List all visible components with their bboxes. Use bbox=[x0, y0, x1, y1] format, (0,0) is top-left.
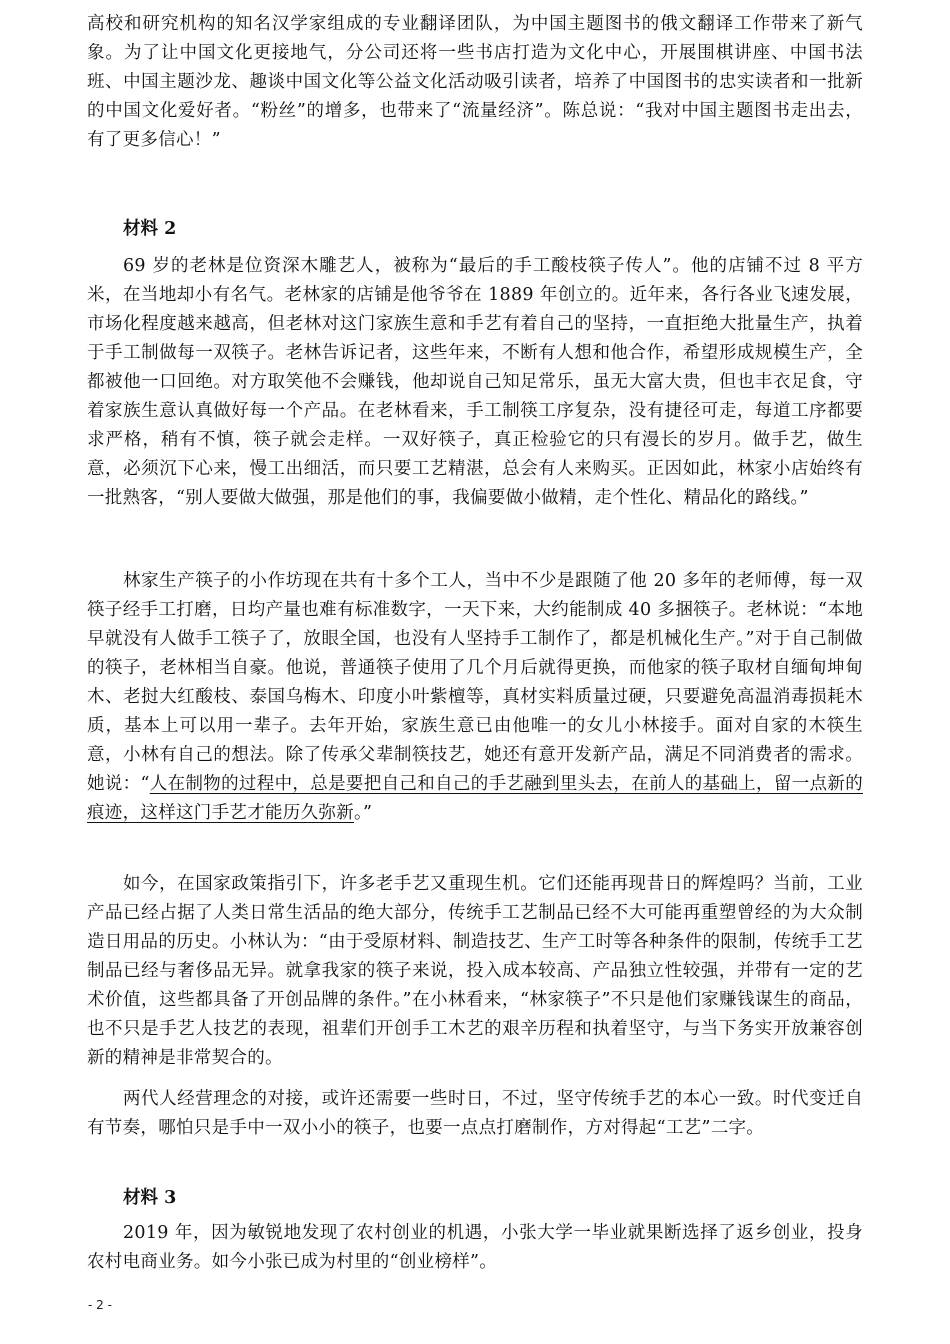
paragraph-material-1-end: 高校和研究机构的知名汉学家组成的专业翻译团队，为中国主题图书的俄文翻译工作带来了新气象。为了让中国文化更接地气，分公司还将一些书店打造为文化中心，开展围棋讲座、中国书法班、中国主题沙龙、趣谈中国文化等公益文化活动吸引读者，培养了中国图书的忠实读者和一批新的中国文化爱好者。“粉丝”的增多，也带来了“流量经济”。陈总说：“我对中国主题图书走出去，有了更多信心！” bbox=[87, 14, 863, 150]
paragraph-material-2-a: 69 岁的老林是位资深木雕艺人，被称为“最后的手工酸枝筷子传人”。他的店铺不过 8 平方米，在当地却小有名气。老林家的店铺是他爷爷在 1889 年创立的。近年来，各行各业飞速发展，市场化程度越来越高，但老林对这门家族生意和手艺有着自己的坚持，一直拒绝大批量生产，执着于手工制做每一双筷子。老林告诉记者，这些年来，不断有人想和他合作，希望形成规模生产，全都被他一口回绝。对方取笑他不会赚钱，他却说自己知足常乐，虽无大富大贵，但也丰衣足食，守着家族生意认真做好每一个产品。在老林看来，手工制筷工序复杂，没有捷径可走，每道工序都要求严格，稍有不慎，筷子就会走样。一双好筷子，真正检验它的只有漫长的岁月。做手艺，做生意，必须沉下心来，慢工出细活，而只要工艺精湛，总会有人来购买。正因如此，林家小店始终有一批熟客，“别人要做大做强，那是他们的事，我偏要做小做精，走个性化、精品化的路线。” bbox=[87, 256, 863, 508]
paragraph-text: 林家生产筷子的小作坊现在共有十多个工人，当中不少是跟随了他 20 多年的老师傅，每一双筷子经手工打磨，日均产量也难有标准数字，一天下来，大约能制成 40 多捆筷子。老林说：“本地早就没有人做手工筷子了，放眼全国，也没有人坚持手工制作了，都是机械化生产。”对于自己制做的筷子，老林相当自豪。他说，普通筷子使用了几个月后就得更换，而他家的筷子取材自缅甸坤甸木、老挝大红酸枝、泰国乌梅木、印度小叶紫檀等，真材实料质量过硬，只要避免高温消毒损耗木质，基本上可以用一辈子。去年开始，家族生意已由他唯一的女儿小林接手。面对自家的木筷生意，小林有自己的想法。除了传承父辈制筷技艺，她还有意开发新产品，满足不同消费者的需求。她说：“ bbox=[87, 571, 863, 794]
page-number: - 2 - bbox=[88, 1298, 112, 1312]
paragraph-material-2-d: 两代人经营理念的对接，或许还需要一些时日，不过，坚守传统手艺的本心一致。时代变迁自有节奏，哪怕只是手中一双小小的筷子，也要一点点打磨制作，方对得起“工艺”二字。 bbox=[87, 1089, 863, 1138]
paragraph-material-2-c: 如今，在国家政策指引下，许多老手艺又重现生机。它们还能再现昔日的辉煌吗？当前，工业产品已经占据了人类日常生活品的绝大部分，传统手工艺制品已经不大可能再重塑曾经的为大众制造日用品的历史。小林认为：“由于受原材料、制造技艺、生产工时等各种条件的限制，传统手工艺制品已经与奢侈品无异。就拿我家的筷子来说，投入成本较高、产品独立性较强，并带有一定的艺术价值，这些都具备了开创品牌的条件。”在小林看来，“林家筷子”不只是他们家赚钱谋生的商品，也不只是手艺人技艺的表现，祖辈们开创手工木艺的艰辛历程和执着坚守，与当下务实开放兼容创新的精神是非常契合的。 bbox=[87, 874, 863, 1068]
heading-material-2: 材料 2 bbox=[123, 219, 177, 239]
paragraph-text-end: 。” bbox=[354, 803, 373, 823]
paragraph-material-2-b bbox=[87, 567, 863, 828]
paragraph-material-3-a: 2019 年，因为敏锐地发现了农村创业的机遇，小张大学一毕业就果断选择了返乡创业，投身农村电商业务。如今小张已成为村里的“创业榜样”。 bbox=[87, 1223, 863, 1272]
heading-material-3: 材料 3 bbox=[123, 1188, 177, 1208]
underlined-quote: 人在制物的过程中，总是要把自己和自己的手艺融到里头去，在前人的基础上，留一点新的痕迹，这样这门手艺才能历久弥新 bbox=[87, 774, 863, 823]
